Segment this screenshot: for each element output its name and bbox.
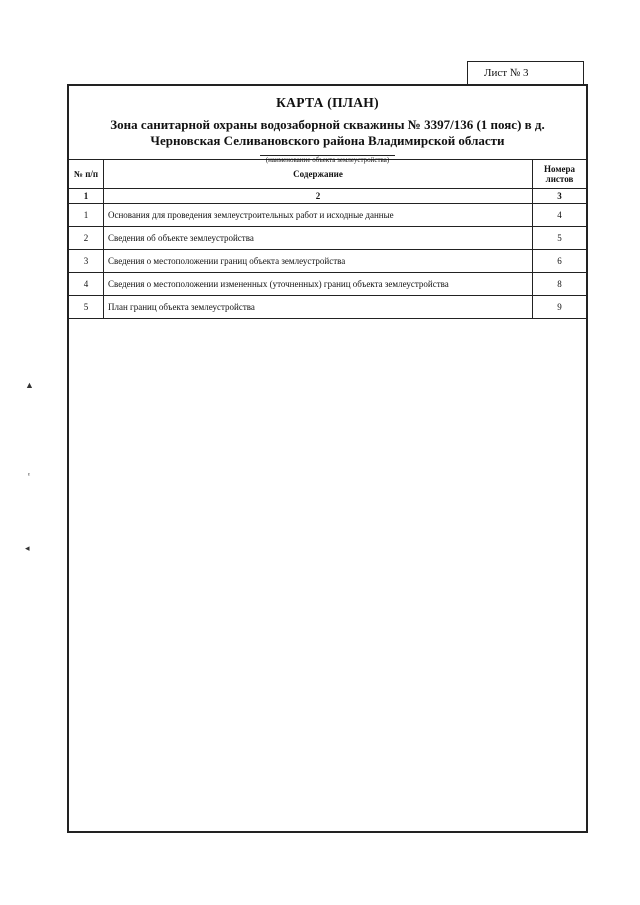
table-row: [69, 227, 586, 250]
index-cell: 3: [533, 189, 587, 204]
row-sheets: 8: [533, 273, 587, 296]
row-num: 3: [69, 250, 104, 273]
row-num: 5: [69, 296, 104, 319]
scan-mark: ▲: [25, 380, 34, 390]
index-cell: 1: [69, 189, 104, 204]
row-sheets: 6: [533, 250, 587, 273]
row-num: 2: [69, 227, 104, 250]
subtitle-line-2: Черновская Селивановского района Владимирской области: [150, 133, 505, 148]
table-row: [69, 204, 586, 227]
row-content: Сведения о местоположении измененных (уточненных) границ объекта землеустройства: [104, 273, 533, 296]
subtitle-caption: (наименование объекта землеустройства): [260, 155, 395, 164]
index-cell: 2: [104, 189, 533, 204]
table-row: [69, 273, 586, 296]
row-sheets: 9: [533, 296, 587, 319]
document-title: КАРТА (ПЛАН): [276, 95, 379, 110]
table-row: [69, 296, 586, 319]
row-sheets: 5: [533, 227, 587, 250]
table-row: [69, 250, 586, 273]
row-content: Сведения о местоположении границ объекта землеустройства: [104, 250, 533, 273]
scan-mark: ᵋ: [28, 470, 31, 480]
table-index-row: [69, 189, 586, 204]
sheet-number-label: Лист № 3: [484, 67, 529, 79]
row-content: Основания для проведения землеустроительных работ и исходные данные: [104, 204, 533, 227]
contents-table: [69, 160, 586, 319]
row-num: 1: [69, 204, 104, 227]
scan-mark: ◂: [25, 543, 30, 553]
header-sheets: Номера листов: [533, 160, 587, 189]
subtitle-line-1: Зона санитарной охраны водозаборной скважины № 3397/136 (1 пояс) в д.: [110, 117, 545, 132]
sheet-number-box: [467, 61, 584, 85]
document-header: [69, 86, 586, 164]
row-num: 4: [69, 273, 104, 296]
document-subtitle: [69, 117, 586, 149]
row-content: Сведения об объекте землеустройства: [104, 227, 533, 250]
row-content: План границ объекта землеустройства: [104, 296, 533, 319]
header-num: № п/п: [69, 160, 104, 189]
document-frame: [67, 84, 588, 833]
row-sheets: 4: [533, 204, 587, 227]
header-content: Содержание: [104, 160, 533, 189]
